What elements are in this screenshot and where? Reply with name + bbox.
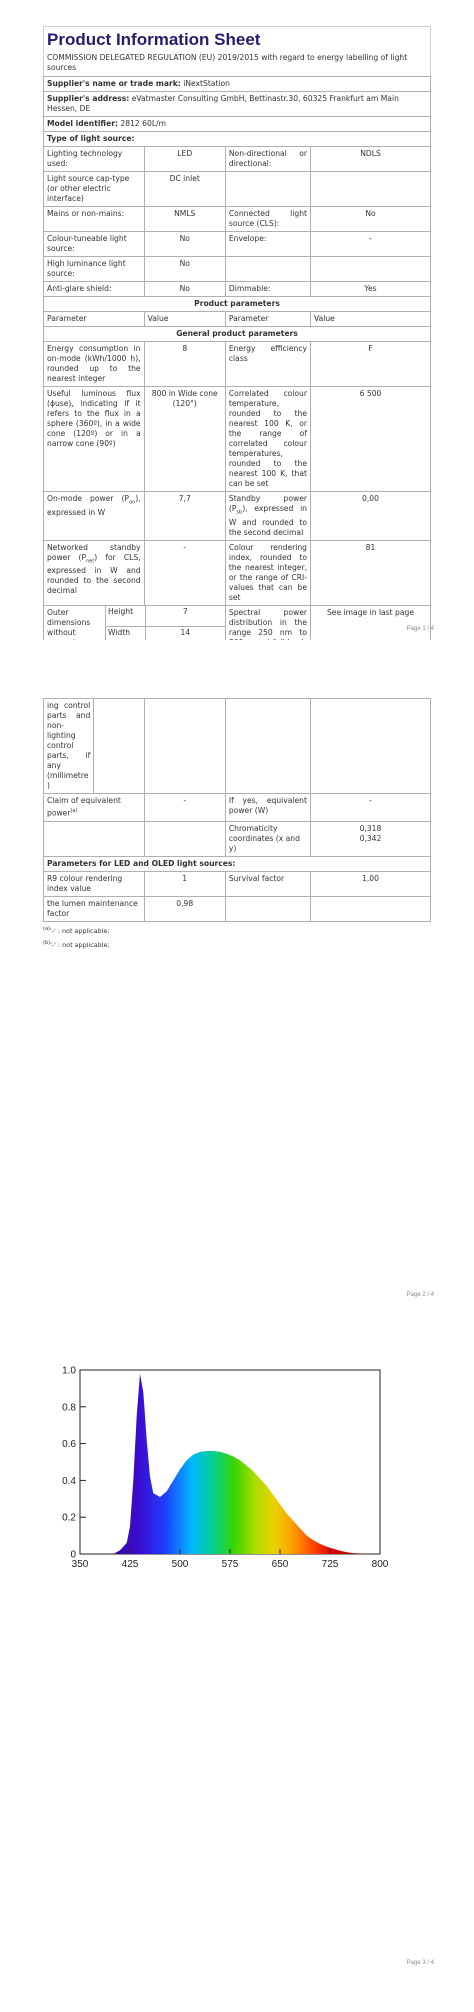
chroma-value: 0,318 0,342 xyxy=(310,821,430,856)
spd-value: See image in last page xyxy=(311,605,431,670)
table-row xyxy=(44,282,431,297)
x-tick-label: 725 xyxy=(321,1559,339,1570)
led-section-title: Parameters for LED and OLED light sources: xyxy=(44,856,431,871)
lumen-value: 0,98 xyxy=(144,896,225,921)
x-tick-label: 350 xyxy=(71,1559,89,1570)
page-number: Page 2 / 4 xyxy=(406,1292,434,1298)
nondir-value: NDLS xyxy=(311,147,431,172)
tech-label: Lighting technology used: xyxy=(44,147,145,172)
chroma-label: Chromaticity coordinates (x and y) xyxy=(225,821,310,856)
table-row xyxy=(44,147,431,172)
supplier-name-label: Supplier's name or trade mark: xyxy=(47,79,181,88)
claim-label: Claim of equivalent power$^{(a)}$ xyxy=(44,794,145,822)
section-title-row xyxy=(44,297,431,312)
standby-value: 0,00 xyxy=(311,492,431,541)
cct-label: Correlated colour temperature, rounded to the nearest 100 K, or the range of correlated colour temperatures, rounded to the nearest 100 K, that can be set xyxy=(225,387,310,492)
y-tick-label: 0.6 xyxy=(62,1439,76,1451)
table-row xyxy=(44,342,431,387)
dimmable-value: Yes xyxy=(311,282,431,297)
page-3 xyxy=(0,1310,474,2012)
x-tick-label: 650 xyxy=(271,1559,289,1570)
table-row xyxy=(44,232,431,257)
y-tick-label: 0.4 xyxy=(62,1475,76,1487)
led-title-row xyxy=(44,856,431,871)
eff-value: F xyxy=(311,342,431,387)
table-row xyxy=(44,896,431,921)
spd-label: Spectral power distribution in the range 250 nm to xyxy=(225,605,310,670)
supplier-name-value: iNextStation xyxy=(183,79,231,88)
height-label: Height xyxy=(105,606,145,627)
dimmable-label: Dimmable: xyxy=(225,282,310,297)
params-section-title: Product parameters xyxy=(44,297,431,312)
col-param-2: Parameter xyxy=(225,312,310,327)
ifyes-label: If yes, equivalent power (W) xyxy=(225,794,310,822)
type-label: Type of light source: xyxy=(44,132,431,147)
general-title-row xyxy=(44,327,431,342)
page-2 xyxy=(0,640,474,1310)
r9-label: R9 colour rendering index value xyxy=(44,871,145,896)
x-tick-label: 575 xyxy=(221,1559,239,1570)
net-label: Networked standby power $(P_{net})$ for CLS, expressed in W and rounded to the second decimal xyxy=(44,540,145,605)
col-param-1: Parameter xyxy=(44,312,145,327)
footnote-b: $^{(b)}$'-' : not applicable; xyxy=(43,939,110,949)
table-row xyxy=(44,540,431,605)
regulation-text: COMMISSION DELEGATED REGULATION (EU) 2019/2015 with regard to energy labelling of light sources xyxy=(43,50,431,76)
cri-label: Colour rendering index, rounded to the nearest integer, or the range of CRI-values that can be set xyxy=(225,540,310,605)
standby-label: Standby power $(P_{sb})$, expressed in W and rounded to the second decimal xyxy=(225,492,310,541)
mains-label: Mains or non-mains: xyxy=(44,207,145,232)
onmode-value: 7,7 xyxy=(144,492,225,541)
column-header-row xyxy=(44,312,431,327)
survival-label: Survival factor xyxy=(225,871,310,896)
col-value-1: Value xyxy=(144,312,225,327)
spectrum-chart xyxy=(40,1360,400,1580)
supplier-address-row xyxy=(44,92,431,117)
general-section-title: General product parameters xyxy=(44,327,431,342)
page-number: Page 1 / 4 xyxy=(406,626,434,632)
cap-value: DC inlet xyxy=(144,172,225,207)
ifyes-value: - xyxy=(310,794,430,822)
info-table xyxy=(43,76,431,671)
r9-value: 1 xyxy=(144,871,225,896)
model-row xyxy=(44,117,431,132)
x-tick-label: 800 xyxy=(371,1559,389,1570)
info-sheet-continued xyxy=(43,698,431,950)
cri-value: 81 xyxy=(311,540,431,605)
highlum-value: No xyxy=(144,257,225,282)
antiglare-value: No xyxy=(144,282,225,297)
survival-value: 1,00 xyxy=(310,871,430,896)
supplier-address-value: eVatmaster Consulting GmbH, Bettinastr.30, 60325 Frankfurt am Main Hessen, DE xyxy=(47,94,399,113)
y-tick-label: 1.0 xyxy=(62,1365,76,1377)
width-label: Width xyxy=(105,627,145,649)
cap-label xyxy=(44,172,145,207)
col-value-2: Value xyxy=(311,312,431,327)
antiglare-label: Anti-glare shield: xyxy=(44,282,145,297)
cct-value: 6 500 xyxy=(311,387,431,492)
cap-label-line1: Light source cap-type xyxy=(47,174,130,183)
width-value: 14 xyxy=(145,627,225,649)
supplier-address-label: Supplier's address: xyxy=(47,94,130,103)
model-label: Model identifier: xyxy=(47,119,118,128)
table-row xyxy=(44,699,431,794)
page-1 xyxy=(0,0,474,640)
net-value: - xyxy=(144,540,225,605)
table-row xyxy=(44,257,431,282)
envelope-value: - xyxy=(311,232,431,257)
x-tick-label: 500 xyxy=(171,1559,189,1570)
mains-value: NMLS xyxy=(144,207,225,232)
cls-value: No xyxy=(311,207,431,232)
spectrum-area xyxy=(113,1374,366,1554)
table-row xyxy=(44,172,431,207)
flux-value: 800 in Wide cone (120°) xyxy=(144,387,225,492)
nondir-label: Non-directional or directional: xyxy=(225,147,310,172)
flux-label: Useful luminous flux (ϕuse), indicating if it refers to the flux in a sphere (360º), in a wide cone (120º) or in a narrow cone (90º) xyxy=(44,387,145,492)
table-row xyxy=(44,207,431,232)
dim-label-continued: ing control parts and non-lighting control parts, if any (millimetre) xyxy=(44,699,94,794)
lumen-label: the lumen maintenance factor xyxy=(44,896,145,921)
colour-label: Colour-tuneable light source: xyxy=(44,232,145,257)
cap-label-line2: (or other electric interface) xyxy=(47,184,111,203)
energy-label: Energy consumption in on-mode (kWh/1000 h), rounded up to the nearest integer xyxy=(44,342,145,387)
table-row xyxy=(44,871,431,896)
dim-label: Outer dimensions without xyxy=(44,606,105,670)
table-row xyxy=(44,821,431,856)
table-row xyxy=(44,387,431,492)
eff-label: Energy efficiency class xyxy=(225,342,310,387)
y-tick-label: 0 xyxy=(70,1549,76,1561)
x-tick-label: 425 xyxy=(121,1559,139,1570)
table-row xyxy=(44,492,431,541)
cls-label: Connected light source (CLS): xyxy=(225,207,310,232)
energy-value: 8 xyxy=(144,342,225,387)
claim-value: - xyxy=(144,794,225,822)
envelope-label: Envelope: xyxy=(225,232,310,257)
y-tick-label: 0.8 xyxy=(62,1402,76,1414)
supplier-name-row xyxy=(44,77,431,92)
onmode-label: On-mode power $(P_{on})$, expressed in W xyxy=(44,492,145,541)
highlum-label: High luminance light source: xyxy=(44,257,145,282)
sheet-title: Product Information Sheet xyxy=(43,26,431,50)
footnote-a: $^{(a)}$'-' : not applicable; xyxy=(43,925,110,935)
colour-value: No xyxy=(144,232,225,257)
y-tick-label: 0.2 xyxy=(62,1512,76,1524)
height-value: 7 xyxy=(145,606,225,627)
info-table-continued xyxy=(43,698,431,922)
table-row xyxy=(44,794,431,822)
tech-value: LED xyxy=(144,147,225,172)
info-sheet xyxy=(43,26,431,671)
type-row xyxy=(44,132,431,147)
model-value: 2812 60L/m xyxy=(120,119,167,128)
page-number: Page 3 / 4 xyxy=(406,1960,434,1966)
